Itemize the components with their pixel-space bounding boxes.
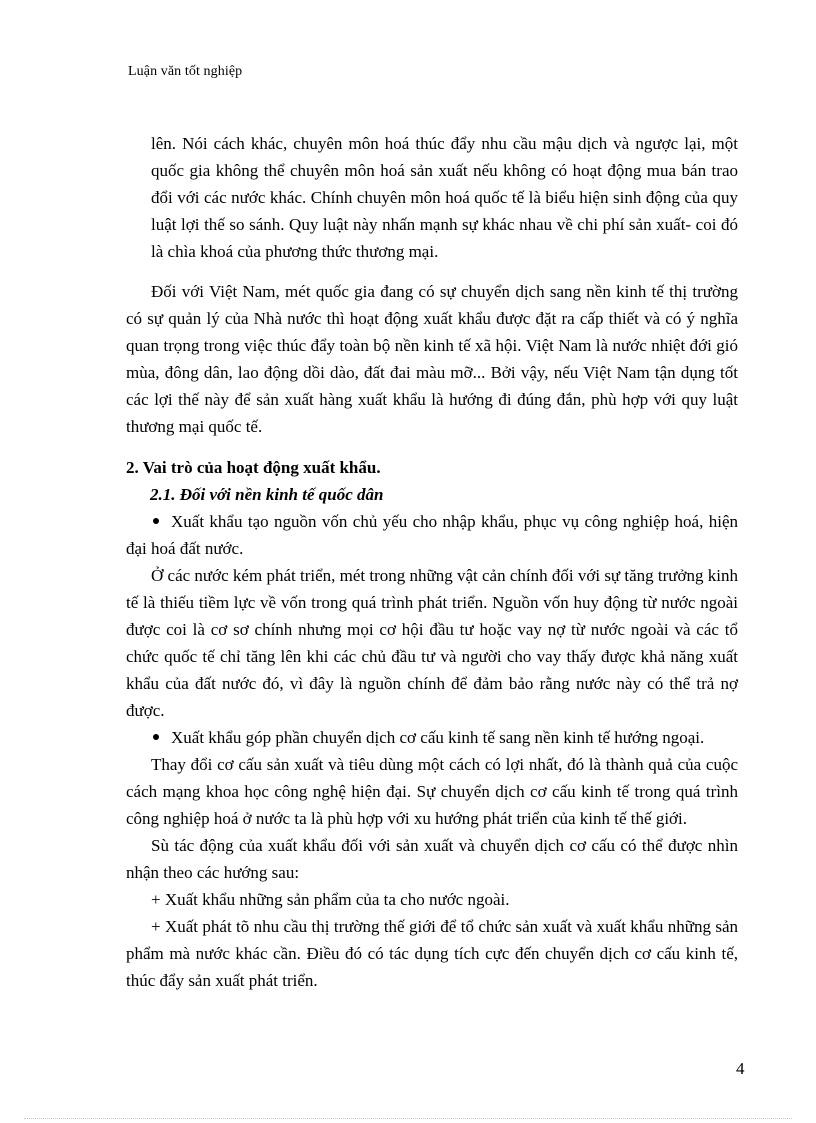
plus-item-market-demand: + Xuất phát tõ nhu cầu thị trường thế giới để tổ chức sản xuất và xuất khẩu những sản phẩm mà nước khác cần. Điều đó có tác dụng tích cực đến chuyển dịch cơ cấu kinh tế, thúc đẩy sản xuất phát triển.	[126, 917, 738, 990]
bullet-item-structure	[126, 724, 738, 751]
subsection-heading: 2.1. Đối với nền kinh tế quốc dân	[150, 485, 384, 504]
bullet-text: Xuất khẩu tạo nguồn vốn chủ yếu cho nhập khẩu, phục vụ công nghiệp hoá, hiện đại hoá đất nước.	[126, 512, 738, 558]
running-header: Luận văn tốt nghiệp	[128, 64, 243, 79]
bullet-icon	[153, 518, 159, 524]
paragraph-intro: lên. Nói cách khác, chuyên môn hoá thúc đẩy nhu cầu mậu dịch và ngược lại, một quốc gia không thể chuyên môn hoá sản xuất nếu không có hoạt động mua bán trao đổi với các nước khác. Chính chuyên môn hoá quốc tế là biểu hiện sinh động của quy luật lợi thế so sánh. Quy luật này nhấn mạnh sự khác nhau về chi phí sản xuất- coi đó là chìa khoá của phương thức thương mại.	[151, 134, 738, 261]
paragraph-vietnam: Đối với Việt Nam, mét quốc gia đang có sự chuyển dịch sang nền kinh tế thị trường có sự quản lý của Nhà nước thì hoạt động xuất khẩu được đặt ra cấp thiết và có ý nghĩa quan trọng trong việc thúc đẩy toàn bộ nền kinh tế xã hội. Việt Nam là nước nhiệt đới gió mùa, đông dân, lao động dồi dào, đất đai màu mỡ... Bởi vậy, nếu Việt Nam tận dụng tốt các lợi thế này để sản xuất hàng xuất khẩu là hướng đi đúng đắn, phù hợp với quy luật thương mại quốc tế.	[126, 282, 738, 436]
paragraph-capital: Ở các nước kém phát triển, mét trong những vật cản chính đối với sự tăng trưởng kinh tế là thiếu tiềm lực về vốn trong quá trình phát triển. Nguồn vốn huy động từ nước ngoài được coi là cơ sơ chính nhưng mọi cơ hội đầu tư hoặc vay nợ từ nước ngoài và các tổ chức quốc tế chỉ tăng lên khi các chủ đầu tư và người cho vay thấy được khả năng xuất khẩu của đất nước đó, vì đây là nguồn chính để đảm bảo rằng nước này có thể trả nợ được.	[126, 566, 738, 720]
page-number: 4	[736, 1059, 745, 1078]
paragraph-structure: Thay đổi cơ cấu sản xuất và tiêu dùng một cách có lợi nhất, đó là thành quả của cuộc cách mạng khoa học công nghệ hiện đại. Sự chuyển dịch cơ cấu kinh tế trong quá trình công nghiệp hoá ở nước ta là phù hợp với xu hướng phát triển của kinh tế thế giới.	[126, 755, 738, 828]
paragraph-impact: Sù tác động của xuất khẩu đối với sản xuất và chuyển dịch cơ cấu có thể được nhìn nhận theo các hướng sau:	[126, 836, 738, 882]
page-bottom-divider	[24, 1118, 792, 1119]
plus-item-export-products: + Xuất khẩu những sản phẩm của ta cho nước ngoài.	[151, 890, 510, 909]
section-heading: 2. Vai trò của hoạt động xuất khẩu.	[126, 458, 381, 477]
bullet-text: Xuất khẩu góp phần chuyển dịch cơ cấu kinh tế sang nền kinh tế hướng ngoại.	[171, 728, 705, 747]
page-body	[126, 130, 738, 994]
bullet-item-capital	[126, 508, 738, 562]
bullet-icon	[153, 734, 159, 740]
